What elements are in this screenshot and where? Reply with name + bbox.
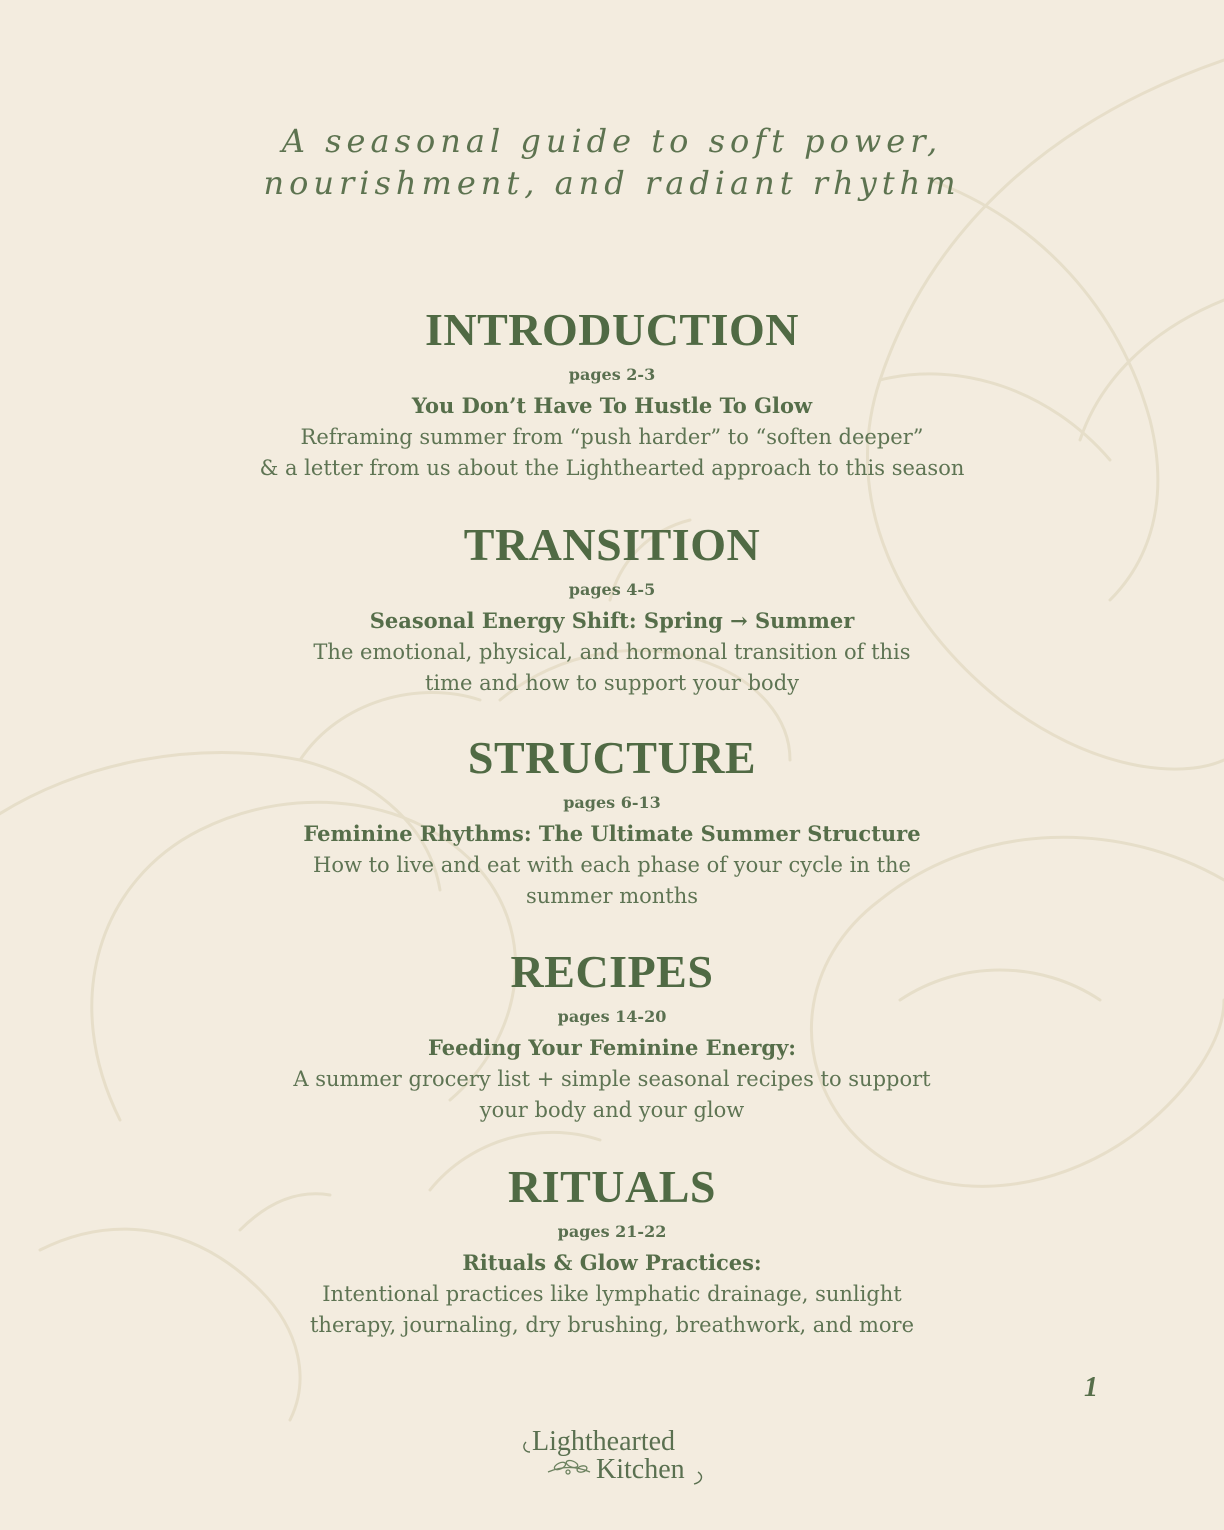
section-subtitle: Feminine Rhythms: The Ultimate Summer Structure xyxy=(303,821,921,846)
section-subtitle: You Don’t Have To Hustle To Glow xyxy=(411,393,813,418)
description-line-2: & a letter from us about the Lighthearted approach to this season xyxy=(259,456,965,480)
section-rituals xyxy=(0,1159,1224,1341)
logo-line-2: Kitchen xyxy=(596,1454,685,1485)
logo-line-1: Lighthearted xyxy=(532,1426,676,1457)
section-recipes xyxy=(0,944,1224,1126)
description-line-1: A summer grocery list + simple seasonal recipes to support xyxy=(293,1067,931,1091)
description-line-2: time and how to support your body xyxy=(424,671,800,695)
tagline-line-1: A seasonal guide to soft power, xyxy=(281,122,943,160)
description-line-2: therapy, journaling, dry brushing, breathwork, and more xyxy=(309,1313,914,1337)
section-heading: TRANSITION xyxy=(463,519,761,570)
section-pages: pages 21-22 xyxy=(557,1222,667,1241)
section-description xyxy=(212,1064,1012,1126)
description-line-1: The emotional, physical, and hormonal transition of this xyxy=(313,640,911,664)
section-pages: pages 4-5 xyxy=(568,580,656,599)
section-subtitle: Feeding Your Feminine Energy: xyxy=(427,1035,797,1060)
page-number: 1 xyxy=(1084,1372,1098,1403)
description-line-1: Intentional practices like lymphatic drainage, sunlight xyxy=(322,1282,902,1306)
lighthearted-kitchen-logo xyxy=(512,1422,712,1492)
description-line-1: How to live and eat with each phase of your cycle in the xyxy=(313,853,911,877)
section-heading: STRUCTURE xyxy=(467,732,757,783)
description-line-2: your body and your glow xyxy=(479,1098,745,1122)
description-line-1: Reframing summer from “push harder” to “soften deeper” xyxy=(300,425,924,449)
section-heading: INTRODUCTION xyxy=(424,304,800,355)
description-line-2: summer months xyxy=(525,884,699,908)
section-introduction xyxy=(0,302,1224,484)
section-description xyxy=(232,637,992,699)
tagline-line-2: nourishment, and radiant rhythm xyxy=(263,164,961,202)
section-structure xyxy=(0,730,1224,912)
section-subtitle: Rituals & Glow Practices: xyxy=(462,1250,762,1275)
section-transition xyxy=(0,517,1224,699)
section-description xyxy=(232,1279,992,1341)
section-pages: pages 14-20 xyxy=(557,1007,667,1026)
section-heading: RECIPES xyxy=(510,946,714,997)
section-heading: RITUALS xyxy=(507,1161,716,1212)
guide-tagline xyxy=(0,120,1224,204)
section-pages: pages 2-3 xyxy=(568,365,656,384)
leaf-sprig-icon xyxy=(548,1459,590,1474)
section-description xyxy=(232,850,992,912)
section-pages: pages 6-13 xyxy=(563,793,661,812)
section-description xyxy=(162,422,1062,484)
section-subtitle: Seasonal Energy Shift: Spring → Summer xyxy=(369,608,855,633)
